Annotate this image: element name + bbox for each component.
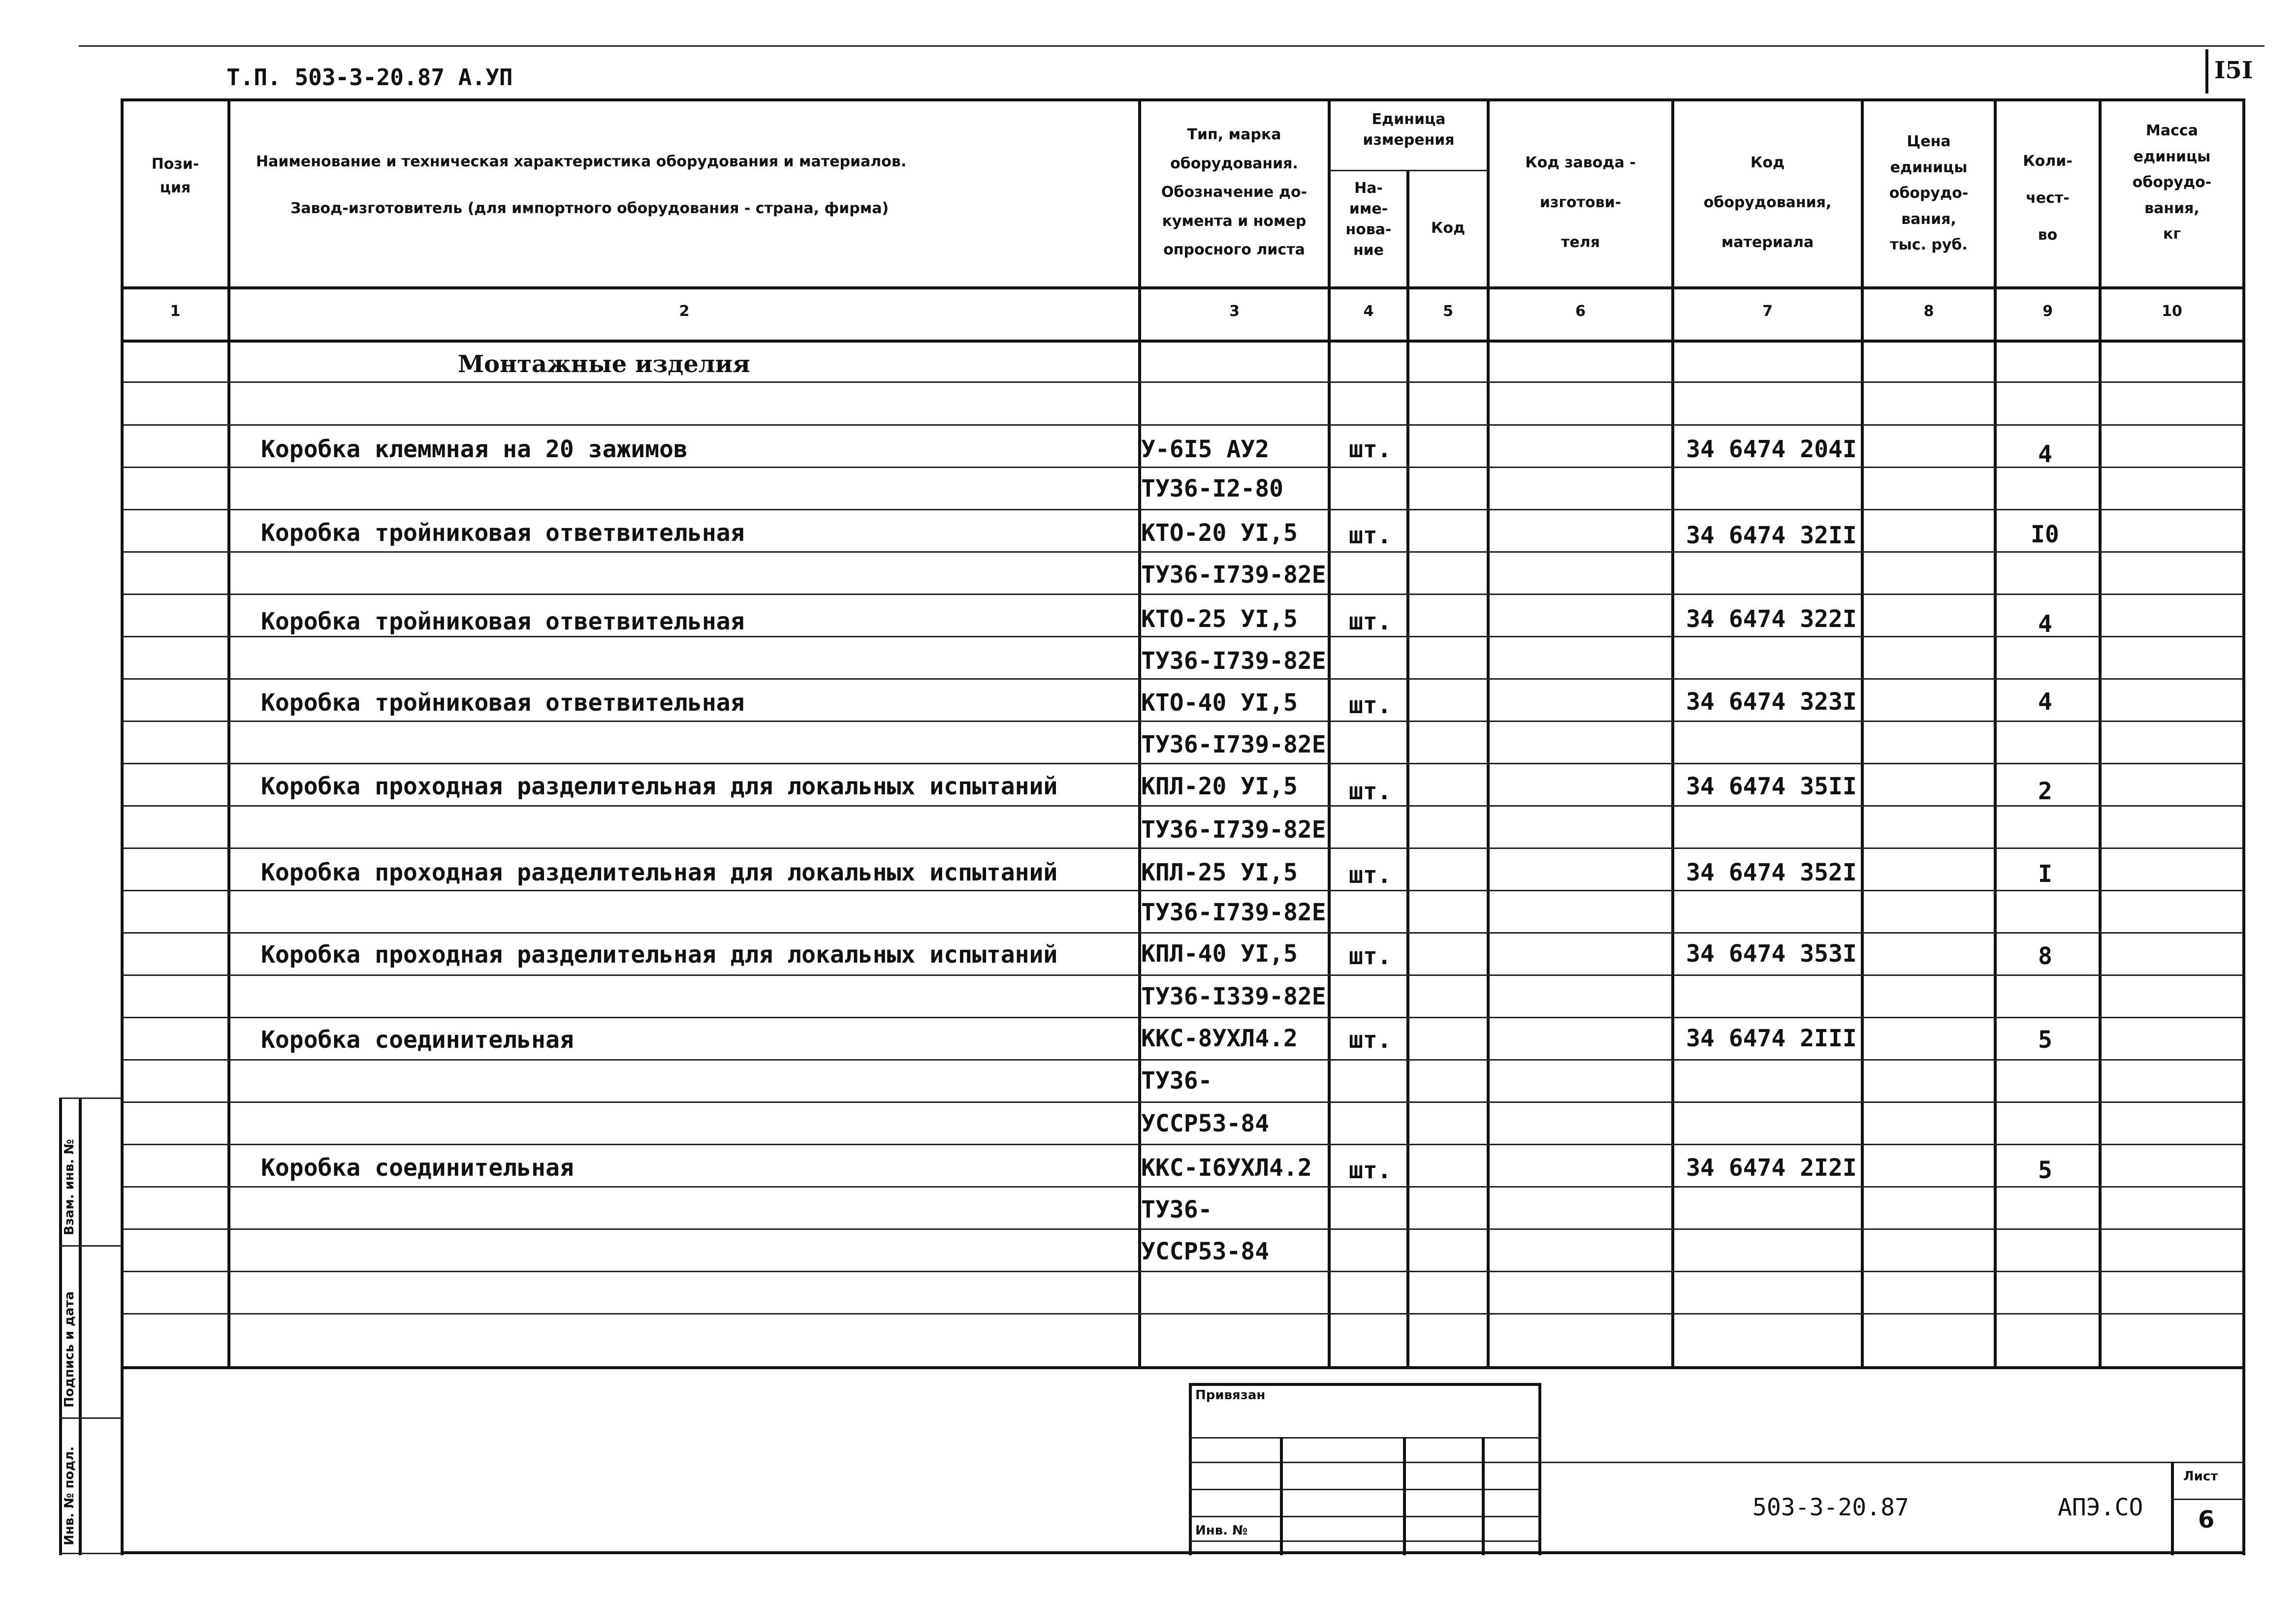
table-row-unit: шт. xyxy=(1349,691,1392,719)
table-row-type-doc: ТУ36-I739-82Е xyxy=(1141,561,1326,589)
table-row-unit: шт. xyxy=(1349,778,1392,805)
table-row-type: КПЛ-40 УI,5 xyxy=(1141,940,1298,968)
table-row-code: 34 6474 353I xyxy=(1686,940,1857,968)
sheet-number: 6 xyxy=(2198,1506,2215,1534)
column-number: 6 xyxy=(1575,303,1586,320)
header-name-line1: Наименование и техническая характеристика оборудования и материалов. xyxy=(256,153,907,170)
table-row-type: ККС-8УХЛ4.2 xyxy=(1141,1025,1298,1052)
table-row-type-doc: ТУ36-I739-82Е xyxy=(1141,899,1326,926)
header-mass: Масса единицы оборудо- вания, кг xyxy=(2132,122,2212,243)
table-row-code: 34 6474 323I xyxy=(1686,688,1857,716)
column-number: 3 xyxy=(1229,303,1240,320)
table-row-type: КТО-40 УI,5 xyxy=(1141,689,1298,717)
header-unit-group: Единица измерения xyxy=(1363,111,1455,149)
doc-mark: АПЭ.СО xyxy=(2058,1494,2143,1521)
stamp-replace-inv: Взам. инв. № xyxy=(62,1139,77,1235)
table-row-type-doc: ТУ36-I739-82Е xyxy=(1141,816,1326,844)
document-code: Т.П. 503-3-20.87 А.УП xyxy=(226,64,513,91)
header-name-line2: Завод-изготовитель (для импортного оборудования - страна, фирма) xyxy=(290,200,889,217)
table-row-qty: 8 xyxy=(2038,942,2052,970)
stamp-inv-orig: Инв. № подл. xyxy=(62,1446,77,1545)
section-title: Монтажные изделия xyxy=(458,350,750,378)
table-row-unit: шт. xyxy=(1349,861,1392,889)
table-row-name: Коробка соединительная xyxy=(261,1154,574,1182)
table-row-type: КПЛ-25 УI,5 xyxy=(1141,859,1298,886)
table-row-type-doc: ТУ36-I739-82Е xyxy=(1141,647,1326,675)
table-row-name: Коробка клеммная на 20 зажимов xyxy=(261,436,688,463)
table-row-name: Коробка проходная разделительная для локальных испытаний xyxy=(261,941,1058,969)
table-row-qty: 4 xyxy=(2038,688,2052,716)
header-plant-code: Код завода - изготови- теля xyxy=(1525,154,1636,251)
table-row-name: Коробка тройниковая ответвительная xyxy=(261,519,745,547)
table-row-code: 34 6474 35II xyxy=(1686,773,1857,800)
table-row-name: Коробка соединительная xyxy=(261,1026,574,1054)
table-row-type: У-6I5 АУ2 xyxy=(1141,436,1270,463)
table-row-qty: 2 xyxy=(2038,778,2052,805)
header-type: Тип, марка оборудования. Обозначение до- кумента и номер опросного листа xyxy=(1161,126,1307,258)
header-quantity: Коли- чест- во xyxy=(2023,153,2073,244)
table-row-code: 34 6474 32II xyxy=(1686,522,1857,549)
inv-no-label: Инв. № xyxy=(1195,1523,1248,1538)
table-row-unit: шт. xyxy=(1349,1026,1392,1054)
table-row-type: ККС-I6УХЛ4.2 xyxy=(1141,1154,1312,1182)
table-row-type-doc-2: УССР53-84 xyxy=(1141,1110,1270,1137)
table-row-code: 34 6474 2III xyxy=(1686,1025,1857,1052)
column-number: 9 xyxy=(2042,303,2053,320)
table-row-type-doc: ТУ36-I339-82Е xyxy=(1141,983,1326,1010)
table-row-code: 34 6474 2I2I xyxy=(1686,1154,1857,1182)
table-row-unit: шт. xyxy=(1349,522,1392,549)
table-row-name: Коробка тройниковая ответвительная xyxy=(261,608,745,635)
table-row-qty: 5 xyxy=(2038,1026,2052,1054)
privyazan-label: Привязан xyxy=(1195,1388,1266,1403)
column-number: 7 xyxy=(1762,303,1773,320)
table-row-unit: шт. xyxy=(1349,608,1392,635)
table-row-type-doc: ТУ36- xyxy=(1141,1067,1212,1095)
column-number: 10 xyxy=(2162,303,2182,320)
page-number: I5I xyxy=(2214,57,2253,84)
table-row-name: Коробка проходная разделительная для локальных испытаний xyxy=(261,773,1058,800)
table-row-qty: I0 xyxy=(2031,521,2059,548)
header-unit-code: Код xyxy=(1431,219,1466,237)
table-row-type-doc: ТУ36-I2-80 xyxy=(1141,475,1283,502)
column-number: 1 xyxy=(170,303,181,320)
table-row-unit: шт. xyxy=(1349,436,1392,463)
table-row-qty: 5 xyxy=(2038,1157,2052,1184)
header-equipment-code: Код оборудования, материала xyxy=(1703,154,1832,251)
table-row-qty: 4 xyxy=(2038,440,2052,468)
table-row-code: 34 6474 204I xyxy=(1686,436,1857,463)
table-row-code: 34 6474 352I xyxy=(1686,859,1857,886)
table-row-type: КТО-20 УI,5 xyxy=(1141,519,1298,547)
header-price: Цена единицы оборудо- вания, тыс. руб. xyxy=(1889,133,1969,253)
column-number: 4 xyxy=(1363,303,1374,320)
table-row-qty: I xyxy=(2038,860,2052,888)
doc-number: 503-3-20.87 xyxy=(1753,1494,1909,1521)
stamp-sign-date: Подпись и дата xyxy=(62,1291,77,1408)
table-row-type-doc: ТУ36-I739-82Е xyxy=(1141,731,1326,758)
table-row-type-doc: ТУ36- xyxy=(1141,1196,1212,1223)
table-row-code: 34 6474 322I xyxy=(1686,605,1857,633)
table-row-type: КПЛ-20 УI,5 xyxy=(1141,773,1298,800)
header-unit-name: На- име- нова- ние xyxy=(1345,180,1392,259)
table-row-name: Коробка тройниковая ответвительная xyxy=(261,689,745,717)
column-number: 8 xyxy=(1923,303,1934,320)
sheet-label: Лист xyxy=(2183,1469,2218,1484)
table-row-name: Коробка проходная разделительная для локальных испытаний xyxy=(261,859,1058,886)
column-number: 5 xyxy=(1443,303,1453,320)
table-row-type-doc-2: УССР53-84 xyxy=(1141,1238,1270,1265)
table-row-unit: шт. xyxy=(1349,942,1392,970)
table-row-qty: 4 xyxy=(2038,610,2052,638)
header-position: Пози- ция xyxy=(151,156,199,196)
table-row-type: КТО-25 УI,5 xyxy=(1141,605,1298,633)
table-row-unit: шт. xyxy=(1349,1157,1392,1184)
column-number: 2 xyxy=(679,303,690,320)
